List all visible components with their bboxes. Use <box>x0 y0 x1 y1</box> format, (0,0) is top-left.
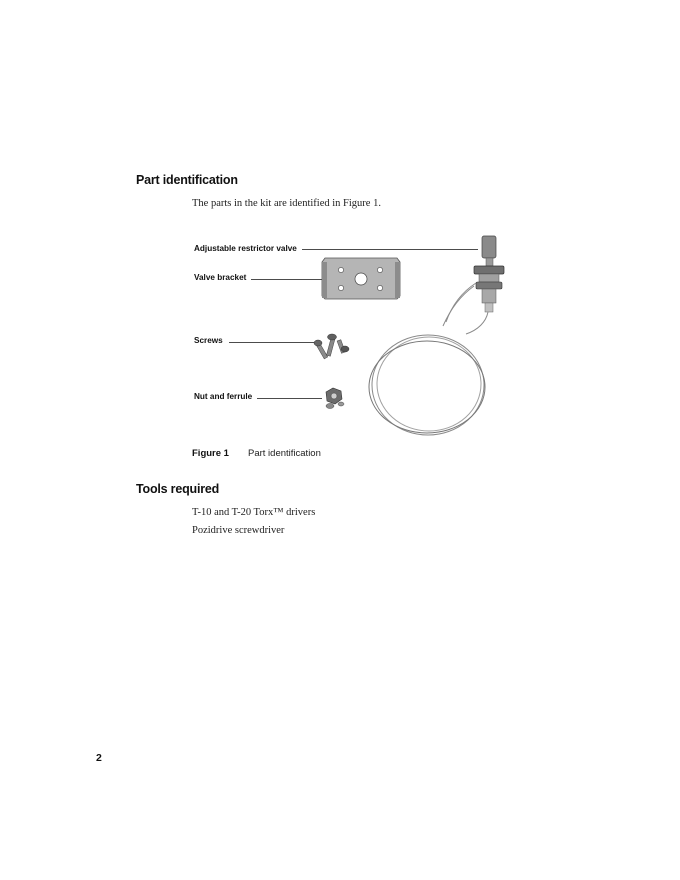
tools-list-item: Pozidrive screwdriver <box>192 525 285 536</box>
page-number: 2 <box>96 752 102 764</box>
callout-nut-ferrule-label: Nut and ferrule <box>194 392 253 401</box>
callout-bracket-label: Valve bracket <box>194 273 247 282</box>
nut-and-ferrule-image <box>326 388 344 409</box>
callout-valve-label: Adjustable restrictor valve <box>194 244 297 253</box>
intro-paragraph: The parts in the kit are identified in Figure 1. <box>192 198 381 209</box>
valve-bracket-image <box>322 258 400 299</box>
figure-caption-label: Figure 1 <box>192 448 229 459</box>
restrictor-valve-image <box>474 236 504 312</box>
figure-caption-text: Part identification <box>248 448 321 459</box>
section-heading-part-identification: Part identification <box>136 173 238 187</box>
section-heading-tools-required: Tools required <box>136 482 220 496</box>
capillary-tubing-image <box>369 283 488 435</box>
tools-list-item: T-10 and T-20 Torx™ drivers <box>192 507 316 518</box>
callout-screws-label: Screws <box>194 336 223 345</box>
screws-image <box>314 334 349 359</box>
